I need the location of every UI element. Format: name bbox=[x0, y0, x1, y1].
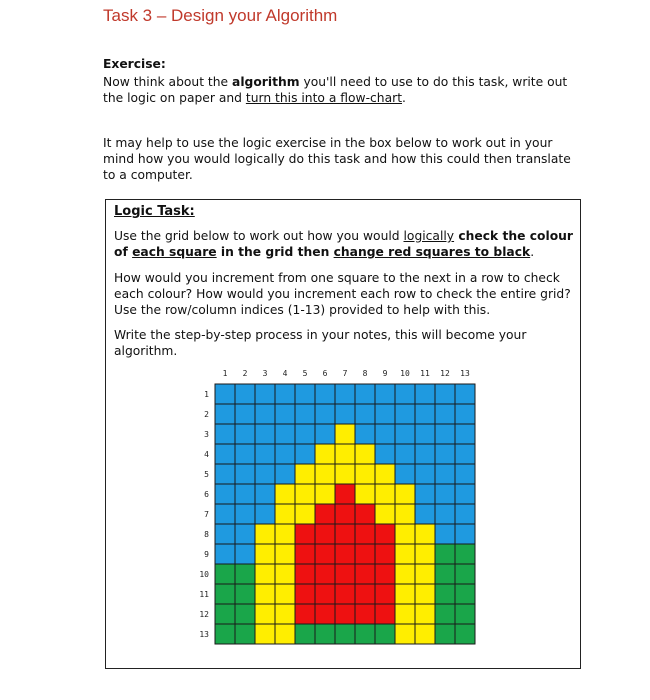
task-title: Task 3 – Design your Algorithm bbox=[103, 6, 338, 25]
grid-cell bbox=[375, 504, 395, 524]
grid-cell bbox=[375, 584, 395, 604]
column-index-label: 3 bbox=[262, 369, 268, 378]
grid-cell bbox=[255, 384, 275, 404]
grid-cell bbox=[335, 484, 355, 504]
grid-cell bbox=[375, 444, 395, 464]
grid-cell bbox=[335, 404, 355, 424]
grid-cell bbox=[235, 544, 255, 564]
grid-cell bbox=[415, 404, 435, 424]
grid-cell bbox=[295, 484, 315, 504]
grid-cell bbox=[375, 484, 395, 504]
grid-cell bbox=[455, 444, 475, 464]
row-index-label: 4 bbox=[204, 450, 209, 459]
grid-cell bbox=[375, 544, 395, 564]
grid-cell bbox=[215, 424, 235, 444]
grid-cell bbox=[455, 584, 475, 604]
grid-cell bbox=[395, 604, 415, 624]
grid-cell bbox=[275, 584, 295, 604]
grid-cell bbox=[335, 464, 355, 484]
grid-cell bbox=[335, 424, 355, 444]
grid-cell bbox=[235, 424, 255, 444]
row-index-label: 13 bbox=[199, 630, 209, 639]
grid-cell bbox=[275, 504, 295, 524]
grid-cell bbox=[255, 504, 275, 524]
grid-cell bbox=[315, 464, 335, 484]
grid-cell bbox=[315, 544, 335, 564]
grid-cell bbox=[275, 424, 295, 444]
grid-cell bbox=[415, 544, 435, 564]
grid-cell bbox=[455, 564, 475, 584]
grid-cell bbox=[455, 464, 475, 484]
grid-cell bbox=[395, 584, 415, 604]
exercise-text-1: Now think about the bbox=[103, 75, 233, 89]
grid-cell bbox=[295, 624, 315, 644]
grid-cell bbox=[255, 444, 275, 464]
grid-cell bbox=[435, 624, 455, 644]
column-index-label: 2 bbox=[242, 369, 248, 378]
grid-cell bbox=[355, 444, 375, 464]
grid-cell bbox=[215, 404, 235, 424]
grid-cell bbox=[435, 484, 455, 504]
grid-cell bbox=[435, 424, 455, 444]
grid-cell bbox=[275, 564, 295, 584]
grid-cell bbox=[275, 544, 295, 564]
grid-cell bbox=[295, 604, 315, 624]
column-index-label: 8 bbox=[362, 369, 368, 378]
grid-cell bbox=[255, 524, 275, 544]
column-index-label: 12 bbox=[440, 369, 450, 378]
grid-cell bbox=[355, 484, 375, 504]
grid-cell bbox=[415, 604, 435, 624]
grid-cell bbox=[415, 624, 435, 644]
grid-cell bbox=[435, 444, 455, 464]
grid-cell bbox=[415, 384, 435, 404]
grid-cell bbox=[275, 464, 295, 484]
grid-cell bbox=[415, 504, 435, 524]
grid-cell bbox=[275, 404, 295, 424]
grid-cell bbox=[335, 584, 355, 604]
row-index-label: 5 bbox=[204, 470, 209, 479]
grid-cell bbox=[455, 544, 475, 564]
grid-cell bbox=[375, 384, 395, 404]
grid-cell bbox=[215, 604, 235, 624]
grid-cell bbox=[375, 404, 395, 424]
grid-cell bbox=[455, 624, 475, 644]
grid-cell bbox=[235, 484, 255, 504]
lt-p1-end: . bbox=[530, 245, 535, 259]
grid-cell bbox=[255, 464, 275, 484]
grid-cell bbox=[455, 424, 475, 444]
grid-cell bbox=[375, 424, 395, 444]
grid-cell bbox=[255, 604, 275, 624]
grid-cell bbox=[415, 564, 435, 584]
color-grid bbox=[193, 364, 493, 654]
grid-cell bbox=[295, 444, 315, 464]
grid-cell bbox=[335, 384, 355, 404]
grid-cell bbox=[255, 584, 275, 604]
row-index-label: 12 bbox=[199, 610, 209, 619]
grid-cell bbox=[275, 384, 295, 404]
lt-p1-b1: check the colour of bbox=[114, 229, 573, 259]
grid-cell bbox=[435, 504, 455, 524]
grid-cell bbox=[455, 504, 475, 524]
column-index-label: 1 bbox=[222, 369, 228, 378]
grid-cell bbox=[215, 564, 235, 584]
grid-cell bbox=[235, 444, 255, 464]
grid-cell bbox=[375, 624, 395, 644]
grid-cell bbox=[255, 424, 275, 444]
grid-cell bbox=[395, 384, 415, 404]
grid-cell bbox=[275, 444, 295, 464]
help-text: It may help to use the logic exercise in the box below to work out in your mind how you would logically do this task and how this could then translate to a computer. bbox=[103, 136, 571, 182]
grid-cell bbox=[395, 524, 415, 544]
grid-cell bbox=[315, 584, 335, 604]
column-index-label: 11 bbox=[420, 369, 430, 378]
grid-cell bbox=[375, 604, 395, 624]
column-index-label: 5 bbox=[302, 369, 308, 378]
grid-cell bbox=[235, 604, 255, 624]
grid-cell bbox=[355, 424, 375, 444]
grid-cell bbox=[295, 404, 315, 424]
grid-cell bbox=[455, 524, 475, 544]
grid-cell bbox=[355, 604, 375, 624]
grid-cell bbox=[315, 404, 335, 424]
grid-cell bbox=[335, 624, 355, 644]
grid-cell bbox=[315, 604, 335, 624]
grid-cell bbox=[355, 584, 375, 604]
grid-cell bbox=[395, 484, 415, 504]
row-index-label: 1 bbox=[204, 390, 209, 399]
column-index-label: 4 bbox=[282, 369, 288, 378]
grid-cell bbox=[415, 424, 435, 444]
grid-cell bbox=[435, 544, 455, 564]
grid-cell bbox=[435, 584, 455, 604]
lt-p1-b2: in the grid then bbox=[216, 245, 334, 259]
grid-cell bbox=[315, 484, 335, 504]
grid-cell bbox=[375, 464, 395, 484]
column-index-label: 10 bbox=[400, 369, 410, 378]
grid-cell bbox=[295, 524, 315, 544]
grid-cell bbox=[355, 624, 375, 644]
grid-cell bbox=[395, 564, 415, 584]
grid-cell bbox=[395, 504, 415, 524]
grid-cell bbox=[235, 564, 255, 584]
grid-cell bbox=[455, 484, 475, 504]
lt-p1-a: Use the grid below to work out how you would bbox=[114, 229, 404, 243]
lt-p1-u2: each square bbox=[132, 245, 217, 259]
grid-cell bbox=[315, 424, 335, 444]
row-index-label: 8 bbox=[204, 530, 209, 539]
row-index-label: 3 bbox=[204, 430, 209, 439]
grid-cell bbox=[455, 604, 475, 624]
grid-cell bbox=[295, 564, 315, 584]
exercise-text-3: . bbox=[402, 91, 406, 105]
grid-cell bbox=[255, 624, 275, 644]
grid-cell bbox=[395, 544, 415, 564]
grid-cell bbox=[355, 524, 375, 544]
grid-cell bbox=[435, 384, 455, 404]
logic-task-heading: Logic Task: bbox=[114, 204, 195, 219]
column-index-label: 13 bbox=[460, 369, 470, 378]
exercise-text-2: you'll need to use to do this task, write out the logic on paper and bbox=[103, 75, 568, 105]
grid-cell bbox=[215, 464, 235, 484]
grid-cell bbox=[295, 424, 315, 444]
grid-cell bbox=[335, 604, 355, 624]
grid-cell bbox=[375, 564, 395, 584]
grid-cell bbox=[355, 464, 375, 484]
exercise-text bbox=[103, 74, 573, 106]
grid-cell bbox=[235, 624, 255, 644]
exercise-text-bold: algorithm bbox=[232, 75, 300, 89]
grid-cell bbox=[235, 384, 255, 404]
grid-cell bbox=[255, 404, 275, 424]
row-index-label: 11 bbox=[199, 590, 209, 599]
logic-task-paragraph-1 bbox=[114, 228, 574, 260]
grid-cell bbox=[215, 504, 235, 524]
grid-cell bbox=[455, 384, 475, 404]
grid-cell bbox=[295, 384, 315, 404]
grid-cell bbox=[255, 564, 275, 584]
grid-cell bbox=[395, 404, 415, 424]
grid-cell bbox=[415, 444, 435, 464]
grid-cell bbox=[455, 404, 475, 424]
grid-cell bbox=[335, 504, 355, 524]
grid-cell bbox=[255, 544, 275, 564]
row-index-label: 7 bbox=[204, 510, 209, 519]
row-index-label: 10 bbox=[199, 570, 209, 579]
grid-cell bbox=[275, 524, 295, 544]
lt-p1-u1: logically bbox=[403, 229, 455, 243]
grid-cell bbox=[315, 444, 335, 464]
grid-cell bbox=[335, 524, 355, 544]
grid-cell bbox=[355, 564, 375, 584]
grid-cell bbox=[355, 544, 375, 564]
grid-cell bbox=[295, 584, 315, 604]
column-index-label: 6 bbox=[322, 369, 328, 378]
grid-cell bbox=[415, 524, 435, 544]
grid-cell bbox=[355, 384, 375, 404]
grid-cell bbox=[315, 504, 335, 524]
grid-cell bbox=[355, 404, 375, 424]
grid-cell bbox=[435, 464, 455, 484]
logic-task-paragraph-2: How would you increment from one square to the next in a row to check each colour? How would you increment each row to check the entire grid? Use the row/column indices (1-13) provided to help with this. bbox=[114, 271, 571, 317]
grid-cell bbox=[215, 444, 235, 464]
grid-cell bbox=[235, 504, 255, 524]
grid-cell bbox=[315, 624, 335, 644]
grid-cell bbox=[215, 544, 235, 564]
grid-cell bbox=[435, 604, 455, 624]
grid-cell bbox=[215, 584, 235, 604]
grid-cell bbox=[235, 584, 255, 604]
logic-task-paragraph-3: Write the step-by-step process in your notes, this will become your algorithm. bbox=[114, 328, 527, 358]
grid-cell bbox=[295, 464, 315, 484]
grid-cell bbox=[315, 524, 335, 544]
column-index-label: 7 bbox=[342, 369, 348, 378]
grid-cell bbox=[215, 384, 235, 404]
exercise-heading: Exercise: bbox=[103, 57, 166, 71]
grid-cell bbox=[375, 524, 395, 544]
row-index-label: 9 bbox=[204, 550, 209, 559]
grid-cell bbox=[435, 404, 455, 424]
grid-cell bbox=[415, 584, 435, 604]
grid-cell bbox=[435, 564, 455, 584]
grid-cell bbox=[355, 504, 375, 524]
grid-cell bbox=[315, 564, 335, 584]
grid-cell bbox=[415, 484, 435, 504]
lt-p1-u3: change red squares to black bbox=[333, 245, 531, 259]
grid-cell bbox=[215, 484, 235, 504]
grid-cell bbox=[235, 464, 255, 484]
grid-cell bbox=[395, 464, 415, 484]
grid-cell bbox=[335, 544, 355, 564]
grid-cell bbox=[295, 544, 315, 564]
grid-cell bbox=[275, 604, 295, 624]
grid-cell bbox=[395, 444, 415, 464]
grid-cell bbox=[255, 484, 275, 504]
column-index-label: 9 bbox=[382, 369, 388, 378]
grid-cell bbox=[235, 524, 255, 544]
grid-cell bbox=[275, 624, 295, 644]
grid-cell bbox=[215, 524, 235, 544]
grid-cell bbox=[395, 624, 415, 644]
grid-cell bbox=[395, 424, 415, 444]
grid-cell bbox=[335, 444, 355, 464]
grid-cell bbox=[235, 404, 255, 424]
grid-cell bbox=[275, 484, 295, 504]
row-index-label: 2 bbox=[204, 410, 209, 419]
exercise-text-link: turn this into a flow-chart bbox=[245, 91, 403, 105]
grid-cell bbox=[215, 624, 235, 644]
grid-cell bbox=[415, 464, 435, 484]
grid-cell bbox=[315, 384, 335, 404]
grid-cell bbox=[295, 504, 315, 524]
row-index-label: 6 bbox=[204, 490, 209, 499]
grid-cell bbox=[335, 564, 355, 584]
grid-cell bbox=[435, 524, 455, 544]
